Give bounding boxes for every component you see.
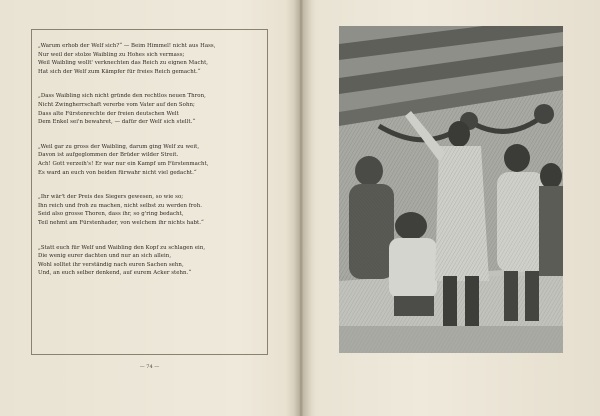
gutter-shadow <box>286 0 316 416</box>
stanza <box>38 42 261 76</box>
verse-line: Die wenig eurer dachten und nur an sich allein, <box>38 253 172 260</box>
verse-line: „Ihr wär't der Preis des Siegers gewesen, so wie so; <box>38 194 184 201</box>
text-frame <box>31 29 268 355</box>
verse-line: Seid also grosse Thoren, dass ihr, so g'ring bedacht, <box>38 211 184 218</box>
verse-line: „Dass Waibling sich nicht gründe den rechtlos neuen Thron, <box>38 93 206 100</box>
page-number: — 74 — <box>139 364 160 370</box>
verse-line: Nur weil der stolze Waibling zu Hohes sich vermass; <box>38 51 185 58</box>
verse-line: Nicht Zwingherrschaft vererbe vom Vater auf den Sohn; <box>38 101 195 108</box>
right-page <box>300 0 600 416</box>
verse-line: Davon ist aufgeglommen der Brüder wilder Streit. <box>38 152 179 159</box>
verse-line: Dem Enkel sei'n bewahret, — dafür der Welf sich stellt.“ <box>38 119 196 126</box>
verse-line: Hat sich der Welf zum Kämpfer für freies Reich gemacht.“ <box>38 68 201 75</box>
verse-line: „Statt euch für Welf und Waibling den Kopf zu schlagen ein, <box>38 244 206 251</box>
verse-line: Wohl solltet ihr verständig nach euren Sachen sehn, <box>38 261 184 268</box>
verse-line: Weil Waibling wollt' verknechten das Reich zu eignen Macht, <box>38 60 209 67</box>
verse-line: Ihn reich und froh zu machen, nicht selbst zu werden froh. <box>38 202 203 209</box>
verse-line: Teil nehmt am Fürstenhader, von welchem ihr nichts habt.“ <box>38 219 204 226</box>
stanza <box>38 244 261 278</box>
verse-line: Ach! Gott verzeih's! Er war nur ein Kampf um Fürstenmacht, <box>38 160 209 167</box>
stanza <box>38 193 261 227</box>
stanza <box>38 143 261 177</box>
verse-line: Dass alte Fürstenrechte der freien deutschen Welt <box>38 110 179 117</box>
verse-line: Es ward an euch von beiden fürwahr nicht viel gedacht.“ <box>38 169 197 176</box>
stanza <box>38 92 261 126</box>
verse-line: „Warum erhob der Welf sich?“ — Beim Himmel! nicht aus Hass, <box>38 43 216 49</box>
engraving-illustration <box>339 26 563 353</box>
verse-line: „Weil gar zu gross der Waibling, darum ging Welf zu weit, <box>38 143 200 150</box>
verse-line: Und, an euch selber denkend, auf eurem Acker stehn.“ <box>38 270 192 277</box>
